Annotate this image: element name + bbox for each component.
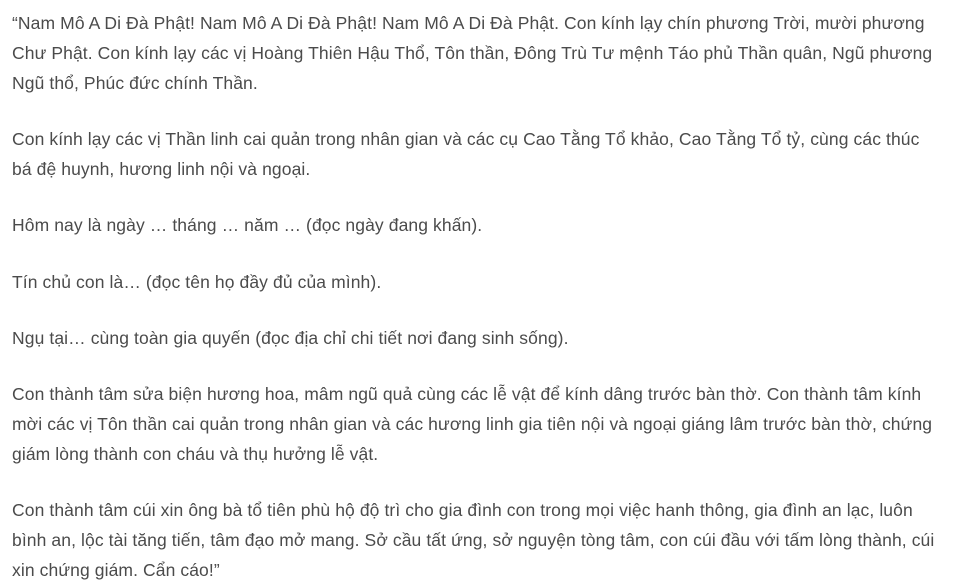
paragraph-2: Con kính lạy các vị Thần linh cai quản trong nhân gian và các cụ Cao Tằng Tổ khảo, Cao Tằng Tổ tỷ, cùng các thúc bá đệ huynh, hương linh nội và ngoại.	[12, 129, 920, 180]
paragraph-1: “Nam Mô A Di Đà Phật! Nam Mô A Di Đà Phật! Nam Mô A Di Đà Phật. Con kính lạy chín phương Trời, mười phương Chư Phật. Con kính lạy các vị Hoàng Thiên Hậu Thổ, Tôn thần, Đông Trù Tư mệnh Táo phủ Thần quân, Ngũ phương Ngũ thổ, Phúc đức chính Thần.	[12, 13, 933, 94]
paragraph-6: Con thành tâm sửa biện hương hoa, mâm ngũ quả cùng các lễ vật để kính dâng trước bàn thờ. Con thành tâm kính mời các vị Tôn thần cai quản trong nhân gian và các hương linh gia tiên nội và ngoại giáng lâm trước bàn thờ, chứng giám lòng thành con cháu và thụ hưởng lễ vật.	[12, 383, 933, 464]
paragraph-5: Ngụ tại… cùng toàn gia quyến (đọc địa chỉ chi tiết nơi đang sinh sống).	[12, 327, 569, 348]
paragraph-3: Hôm nay là ngày … tháng … năm … (đọc ngày đang khấn).	[12, 215, 483, 236]
paragraph-7: Con thành tâm cúi xin ông bà tổ tiên phù hộ độ trì cho gia đình con trong mọi việc hanh thông, gia đình an lạc, luôn bình an, lộc tài tăng tiến, tâm đạo mở mang. Sở cầu tất ứng, sở nguyện tòng tâm, con cúi đầu với tấm lòng thành, cúi xin chứng giám. Cẩn cáo!”	[12, 500, 935, 581]
paragraph-4: Tín chủ con là… (đọc tên họ đầy đủ của mình).	[12, 271, 382, 292]
